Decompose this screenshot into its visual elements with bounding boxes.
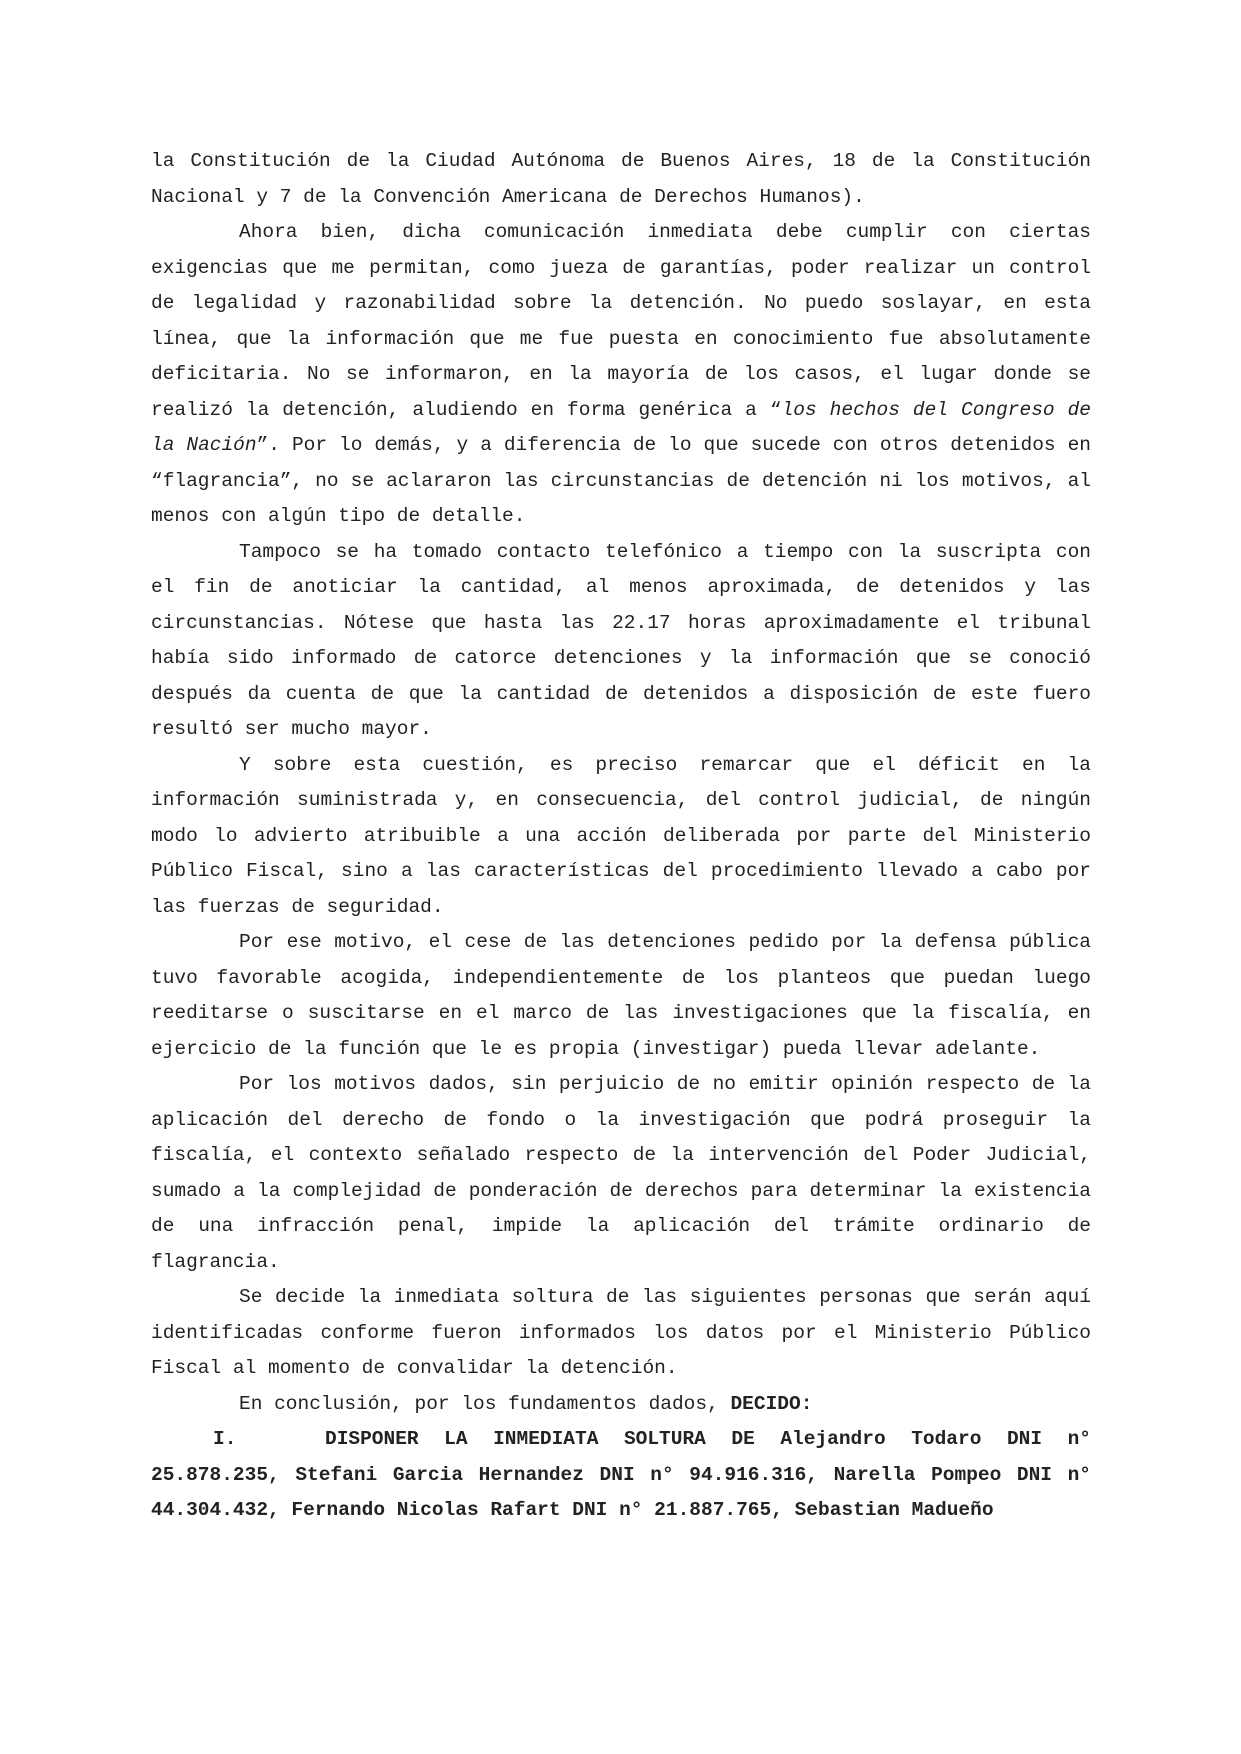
document-body xyxy=(151,144,1091,1529)
paragraph-release-decision: Se decide la inmediata soltura de las siguientes personas que serán aquí identificadas conforme fueron informados los datos por el Ministerio Público Fiscal al momento de convalidar la detención. xyxy=(151,1286,1091,1379)
paragraph-information-deficit: Y sobre esta cuestión, es preciso remarcar que el déficit en la información suministrada y, en consecuencia, del control judicial, de ningún modo lo advierto atribuible a una acción deliberada por parte del Ministerio Público Fiscal, sino a las características del procedimiento llevado a cabo por las fuerzas de seguridad. xyxy=(151,753,1091,918)
conclusion-text: En conclusión, por los fundamentos dados, xyxy=(239,1392,731,1415)
paragraph-immediate-communication xyxy=(151,215,1091,535)
paragraph-immediate-communication-text: Ahora bien, dicha comunicación inmediata debe cumplir con ciertas exigencias que me permitan, como jueza de garantías, poder realizar un control de legalidad y razonabilidad sobre la detención. No puedo soslayar, en esta línea, que la información que me fue puesta en conocimiento fue absolutamente deficitaria. No se informaron, en la mayoría de los casos, el lugar donde se realizó la detención, aludiendo en forma genérica a “ xyxy=(151,221,1091,421)
verdict-text: DISPONER LA INMEDIATA SOLTURA DE Alejandro Todaro DNI n° 25.878.235, Stefani Garcia Hernandez DNI n° 94.916.316, Narella Pompeo DNI n° 44.304.432, Fernando Nicolas Rafart DNI n° 21.887.765, Sebastian Madueño xyxy=(151,1428,1091,1521)
paragraph-constitution-reference: la Constitución de la Ciudad Autónoma de Buenos Aires, 18 de la Constitución Nacional y 7 de la Convención Americana de Derechos Humanos). xyxy=(151,150,1091,208)
verdict-item-1 xyxy=(151,1422,1091,1529)
paragraph-reasons-given: Por los motivos dados, sin perjuicio de no emitir opinión respecto de la aplicación del derecho de fondo o la investigación que podrá proseguir la fiscalía, el contexto señalado respecto de la intervención del Poder Judicial, sumado a la complejidad de ponderación de derechos para determinar la existencia de una infracción penal, impide la aplicación del trámite ordinario de flagrancia. xyxy=(151,1073,1091,1273)
paragraph-conclusion xyxy=(151,1387,1091,1423)
decido-heading: DECIDO: xyxy=(730,1392,813,1415)
italic-quote-congress-facts: los hechos del Congreso de la Nación xyxy=(151,398,1092,456)
paragraph-cessation-of-detentions: Por ese motivo, el cese de las detenciones pedido por la defensa pública tuvo favorable acogida, independientemente de los planteos que puedan luego reeditarse o suscitarse en el marco de las investigaciones que la fiscalía, en ejercicio de la función que le es propia (investigar) pueda llevar adelante. xyxy=(151,931,1091,1060)
paragraph-telephone-contact: Tampoco se ha tomado contacto telefónico a tiempo con la suscripta con el fin de anoticiar la cantidad, al menos aproximada, de detenidos y las circunstancias. Nótese que hasta las 22.17 horas aproximadamente el tribunal había sido informado de catorce detenciones y la información que se conoció después da cuenta de que la cantidad de detenidos a disposición de este fuero resultó ser mucho mayor. xyxy=(151,540,1091,740)
verdict-numeral: I. xyxy=(213,1428,237,1450)
paragraph-immediate-communication-end: ”. Por lo demás, y a diferencia de lo que sucede con otros detenidos en “flagrancia”, no se aclararon las circunstancias de detención ni los motivos, al menos con algún tipo de detalle. xyxy=(151,434,1091,527)
